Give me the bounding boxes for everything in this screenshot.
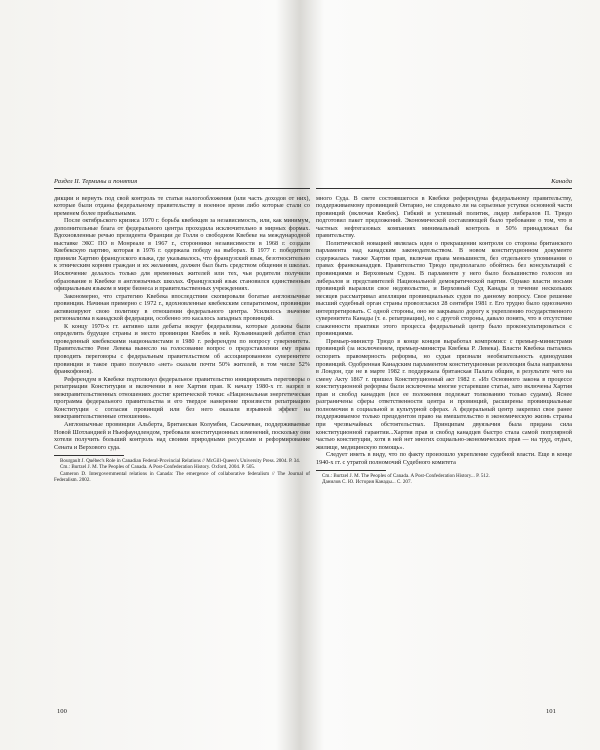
paragraph: дикции и вернуть под свой контроль те статьи налогообложения (или часть доходов от них), которые были отданы федеральному правительству в военное время либо которые стали со временем более прибыльными. (54, 194, 310, 217)
footnote: Данилов С. Ю. История Канады... С. 207. (322, 479, 412, 486)
paragraph: Англоязычные провинции Альберта, Британская Колумбия, Саскачеван, поддерживаемые Новой Шотландией и Ньюфаундлендом, требовали конституционных изменений, поскольку они хотели получить больший контроль над своими природными ресурсами и реформирование Сената и Верхового суда. (54, 420, 310, 451)
paragraph: Следует иметь в виду, что по факту произошло укрепление судебной власти. Еще в конце 1940-х гг. с утратой полномочий Судебного комитета (316, 451, 572, 466)
left-running-head: Раздел II. Термины и понятия (54, 178, 310, 189)
paragraph: После октябрьского кризиса 1970 г. борьба квебекцев за независимость, или, как минимум, дополнительные блага от федерального центра проходила исключительно в мирных формах. Вдохновленные речью президента Франции де Голля о свободном Квебеке на международной выставке ЭКС ПО в Монреале в 1967 г., сторонники независимости в 1968 г. создали Квебекскую партию, которая в 1976 г. одержала победу на выборах. В 1977 г. победители приняли Хартию французского языка, где указывалось, что французский язык, безотносительно к этническим корням граждан и их желаниям, должен был быть средством общения в школах. Исключение делалось только для временных жителей или тех, чьи родители получили образование в Квебеке в англоязычных школах. Французский язык становился единственным официальным языком в мире бизнеса и правительственных учреждениях. (54, 217, 310, 293)
right-page-number: 101 (546, 708, 556, 715)
paragraph: Премьер-министр Трюдо в конце концов выработал компромисс с премьер-министрами провинций (за исключением, премьер-министра Квебека Р. Левека). Власти Квебека пытались оспорить правомерность реформы, но судьи признали необязательность единодушия провинций. Одобренная Канадским парламентом конституционная резолюция была направлена в Лондон, где не в марте 1982 г. поддержала британская Палата общин, в результате чего на смену Акту 1867 г. пришел Конституционный акт 1982 г. «Из Основного закона в процессе конституционной реформы были исключены многие устаревшие статьи, зато включены Хартия прав и свобод канадцев (все ее положения подлежат толкованию только судами). Яснее разграничены сферы ответственности центра и провинций, расширены провинциальные полномочия в социальной и культурной сферах. А федеральный центр закрепил свое ранее поддерживаемое только прецедентом право на вмешательство в экономическую жизнь страны при чрезвычайных обстоятельствах. Принципам двуязычия была придана сила конституционной гарантии...Хартия прав и свобод канадцев быстро стала самой популярной частью конституции, хотя в ней нет многих социально-экономических прав — на труд, отдых, жилище, медицинскую помощь». (316, 337, 572, 451)
footnote: Bourgault J. Québec's Role in Canadian Federal-Provincial Relations // McGill-Queen's University Press. 2004. P. 34. (60, 458, 301, 465)
paragraph: Закономерно, что стратегию Квебека впоследствии скопировали богатые англоязычные провинции. Начиная примерно с 1972 г., вдохновленные квебекским сепаратизмом, провинции активизируют свою политику в отношении федерального центра. Усилилось значение регионализма в канадской федерации, особенно это касалось западных провинций. (54, 292, 310, 323)
right-page (316, 178, 572, 698)
paragraph: много Суда. В свете состоявшегося в Квебеке референдума федеральному правительству, поддерживаемому провинцией Онтарио, не следовало ли на серьезные уступки основной части провинций (включая Квебек). Гибкий и успешный политик, лидер либералов П. Трюдо подготовил пакет предложений. Экономической составляющей было требование о том, что в частных нефтегазовых компаниях минимальный контроль в 50% принадлежал бы правительству. (316, 194, 572, 240)
paragraph: Политической новацией являлась идея о прекращении контроля со стороны британского парламента над канадским законодательством. В новом конституционном документе содержалась также Хартия прав, включая права меньшинств, без отдельного упоминания о правах франкоканадцев. Правительство Трюдо предполагало обойтись без консультаций с провинциями и Верховным Судом. В парламенте у него было большинство голосов из либералов и представителей Национальной демократической партии. Однако власти восьми провинций выразили свое недовольство, и Верховный Суд Канады в течение нескольких месяцев рассматривал апелляции провинциальных судов по данному вопросу. Свое решение высший судебный орган страны провозгласил 28 сентября 1981 г. Его трудно было однозначно интерпретировать. С одной стороны, оно не закрывало дорогу к укреплению государственного суверенитета Канады (т. е. репатриации), но с другой стороны, давало понять, что в отсутствие слаженности практики этого процесса федеральный центр было проконсультироваться с провинциями. (316, 239, 572, 338)
right-footnotes (316, 473, 572, 485)
right-page-body (316, 195, 572, 467)
left-page-number: 100 (57, 708, 67, 715)
left-page (54, 178, 310, 698)
paragraph: Референдум в Квебеке подтолкнул федеральное правительство инициировать переговоры о репатриации Конституции и включении в нее Хартии прав. К началу 1980-х гг. назрел в межправительственных отношениях достиг критической точки: «Национальная энергетическая программа федерального правительства и его твердое намерение произвести репатриацию Конституции с согласия провинций или без него оказали взрывной эффект на межправительственные отношения». (54, 375, 310, 421)
footnote-rule (316, 470, 386, 471)
left-footnotes (54, 458, 310, 483)
footnote: Cameron D. Intergovernmental relations in Canada: The emergence of collaborative federalism // The Journal of Federalism. 2002. (54, 470, 310, 483)
footnote: Cm.: Burtzel J. M. The Peoples of Canada. A Post-Confederation History... P. 512. (322, 473, 490, 480)
footnote-rule (54, 455, 124, 456)
right-running-head: Канада (316, 178, 572, 189)
left-page-body (54, 195, 310, 452)
paragraph: К концу 1970-х гг. активно шли дебаты вокруг федерализма, которые должны были определить будущее страны и место провинции Квебек в ней. Кульминацией дебатов стал проведенный квебекскими националистами в 1980 г. референдум по вопросу суверенитета. Правительство Рене Левека вынесло на голосование вопрос о предоставлении ему права проводить переговоры с федеральным правительством об ассоциированном суверенитете провинции и такое право получило «нет» сказали почти 50% жителей, в том числе 52% франкофонов). (54, 322, 310, 376)
footnote: Cm.: Burtzel J. M. The Peoples of Canada. A Post-Confederation History. Oxford, 2004. P. 505. (60, 464, 256, 471)
